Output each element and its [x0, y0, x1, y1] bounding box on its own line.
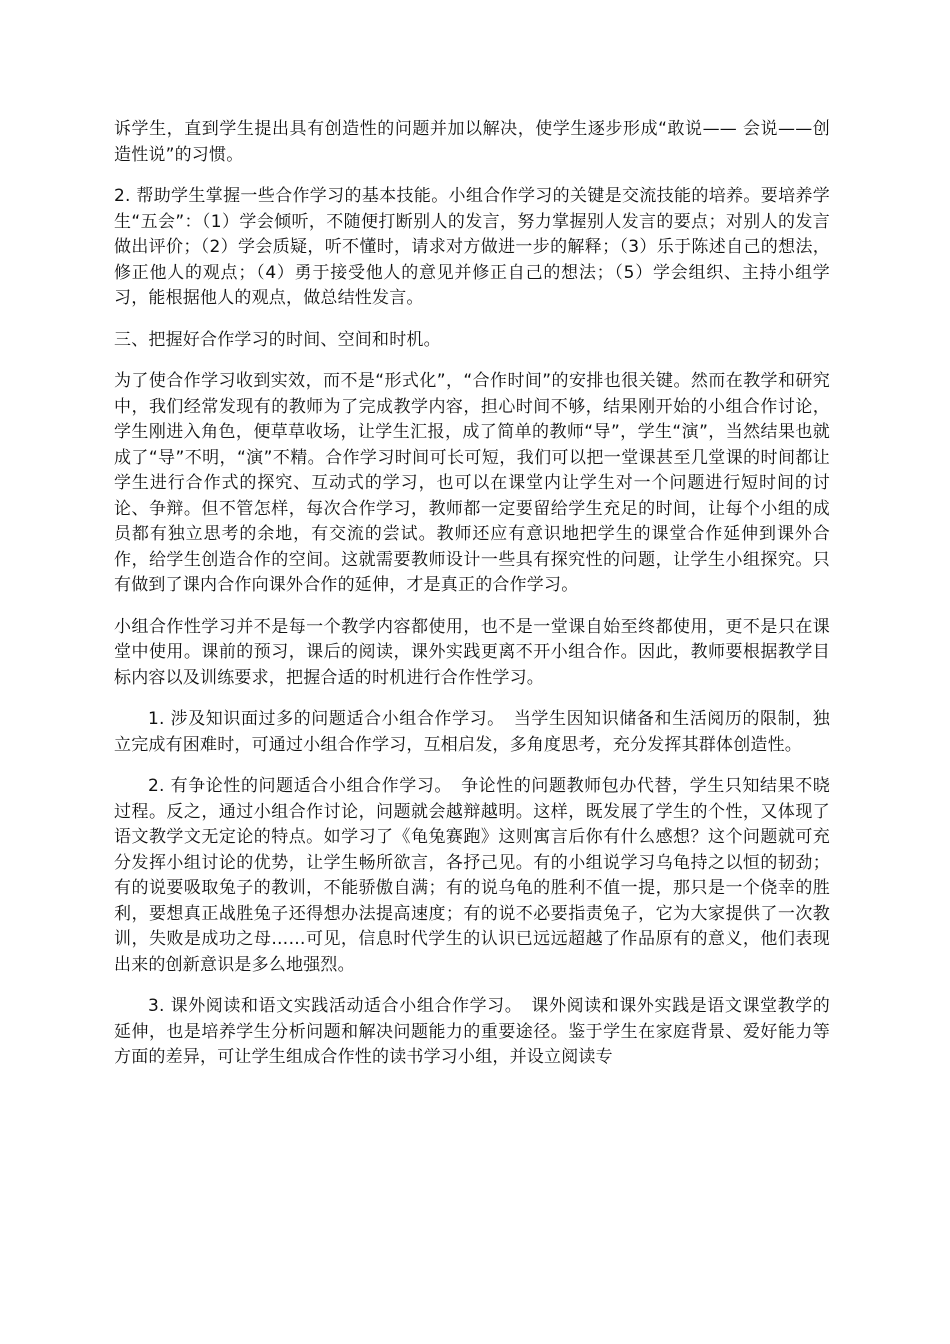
- document-page: [114, 117, 830, 1087]
- list-item-3: 3. 课外阅读和语文实践活动适合小组合作学习。 课外阅读和课外实践是语文课堂教学的延伸，也是培养学生分析问题和解决问题能力的重要途径。鉴于学生在家庭背景、爱好能力等方面的差异，可让学生组成合作性的读书学习小组，并设立阅读专: [114, 996, 830, 1067]
- list-item-1: 1. 涉及知识面过多的问题适合小组合作学习。 当学生因知识储备和生活阅历的限制，独立完成有困难时，可通过小组合作学习，互相启发，多角度思考，充分发挥其群体创造性。: [114, 709, 830, 755]
- section-heading-3: 三、把握好合作学习的时间、空间和时机。: [114, 329, 441, 350]
- paragraph-collaboration-skills: 2. 帮助学生掌握一些合作学习的基本技能。小组合作学习的关键是交流技能的培养。要培养学生“五会”：（1）学会倾听，不随便打断别人的发言，努力掌握别人发言的要点；对别人的发言做出评价；（2）学会质疑，听不懂时，请求对方做进一步的解释；（3）乐于陈述自己的想法，修正他人的观点；（4）勇于接受他人的意见并修正自己的想法；（5）学会组织、主持小组学习，能根据他人的观点，做总结性发言。: [114, 186, 830, 308]
- paragraph-collaboration-time: 为了使合作学习收到实效，而不是“形式化”，“合作时间”的安排也很关键。然而在教学和研究中，我们经常发现有的教师为了完成教学内容，担心时间不够，结果刚开始的小组合作讨论，学生刚进入角色，便草草收场，让学生汇报，成了简单的教师“导”，学生“演”，当然结果也就成了“导”不明，“演”不精。合作学习时间可长可短，我们可以把一堂课甚至几堂课的时间都让学生进行合作式的探究、互动式的学习，也可以在课堂内让学生对一个问题进行短时间的讨论、争辩。但不管怎样，每次合作学习，教师都一定要留给学生充足的时间，让每个小组的成员都有独立思考的余地，有交流的尝试。教师还应有意识地把学生的课堂合作延伸到课外合作，给学生创造合作的空间。这就需要教师设计一些具有探究性的问题，让学生小组探究。只有做到了课内合作向课外合作的延伸，才是真正的合作学习。: [114, 371, 830, 595]
- paragraph-continuation: 诉学生，直到学生提出具有创造性的问题并加以解决，使学生逐步形成“敢说—— 会说——创造性说”的习惯。: [114, 119, 830, 165]
- list-item-2: 2. 有争论性的问题适合小组合作学习。 争论性的问题教师包办代替，学生只知结果不晓过程。反之，通过小组合作讨论，问题就会越辩越明。这样，既发展了学生的个性，又体现了语文教学文无定论的特点。如学习了《龟兔赛跑》这则寓言后你有什么感想？这个问题就可充分发挥小组讨论的优势，让学生畅所欲言，各抒己见。有的小组说学习乌龟持之以恒的韧劲；有的说要吸取兔子的教训，不能骄傲自满；有的说乌龟的胜利不值一提，那只是一个侥幸的胜利，要想真正战胜兔子还得想办法提高速度；有的说不必要指责兔子，它为大家提供了一次教训，失败是成功之母……可见，信息时代学生的认识已远远超越了作品原有的意义，他们表现出来的创新意识是多么地强烈。: [114, 776, 830, 975]
- paragraph-collaboration-timing: 小组合作性学习并不是每一个教学内容都使用，也不是一堂课自始至终都使用，更不是只在课堂中使用。课前的预习，课后的阅读，课外实践更离不开小组合作。因此，教师要根据教学目标内容以及训练要求，把握合适的时机进行合作性学习。: [114, 616, 830, 688]
